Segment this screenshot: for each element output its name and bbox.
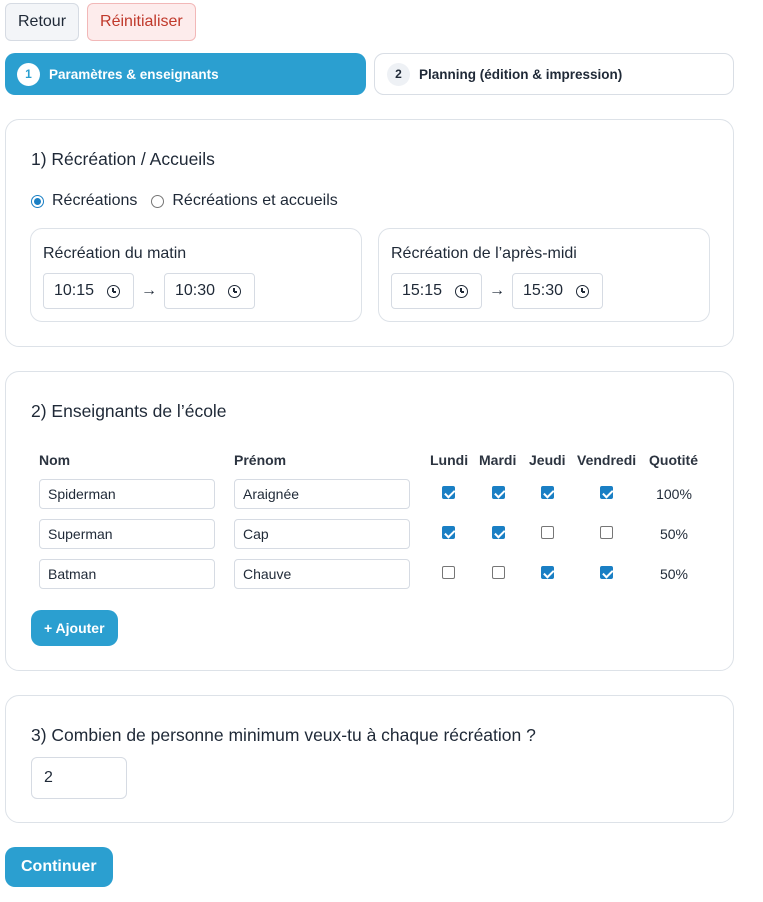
clock-icon[interactable] bbox=[576, 285, 589, 298]
time-range bbox=[391, 273, 603, 309]
time-value: 10:15 bbox=[54, 282, 95, 299]
radio-label: Récréations bbox=[52, 192, 138, 209]
clock-icon[interactable] bbox=[107, 285, 120, 298]
radio-recreations[interactable] bbox=[31, 195, 44, 208]
step-label: Paramètres & enseignants bbox=[49, 66, 219, 82]
toolbar bbox=[5, 3, 196, 41]
time-value: 15:15 bbox=[402, 282, 443, 299]
checkbox-vendredi[interactable] bbox=[600, 486, 613, 499]
nom-input[interactable]: Superman bbox=[39, 519, 215, 549]
section-title: 1) Récréation / Accueils bbox=[31, 149, 215, 169]
radio-recreations-accueils[interactable] bbox=[151, 195, 164, 208]
stepper bbox=[5, 53, 734, 95]
section-title: 3) Combien de personne minimum veux-tu à chaque récréation ? bbox=[31, 725, 536, 745]
arrow-icon: → bbox=[489, 282, 505, 299]
minimum-staff-card bbox=[5, 695, 734, 823]
arrow-icon: → bbox=[141, 282, 157, 299]
prenom-input[interactable]: Araignée bbox=[234, 479, 410, 509]
quotite-value: 50% bbox=[659, 526, 689, 542]
step-number: 2 bbox=[387, 63, 410, 86]
checkbox-mardi[interactable] bbox=[492, 566, 505, 579]
checkbox-jeudi[interactable] bbox=[541, 486, 554, 499]
recreation-card bbox=[5, 119, 734, 347]
checkbox-mardi[interactable] bbox=[492, 526, 505, 539]
prenom-input[interactable]: Chauve bbox=[234, 559, 410, 589]
continue-button[interactable]: Continuer bbox=[5, 847, 113, 887]
afternoon-recess-panel bbox=[378, 228, 710, 322]
step-label: Planning (édition & impression) bbox=[419, 66, 623, 82]
step-planning[interactable] bbox=[374, 53, 734, 95]
prenom-input[interactable]: Cap bbox=[234, 519, 410, 549]
checkbox-jeudi[interactable] bbox=[541, 526, 554, 539]
checkbox-vendredi[interactable] bbox=[600, 526, 613, 539]
step-number: 1 bbox=[17, 63, 40, 86]
checkbox-lundi[interactable] bbox=[442, 486, 455, 499]
column-header-jeudi: Jeudi bbox=[529, 452, 566, 468]
afternoon-start-time-input[interactable] bbox=[391, 273, 482, 309]
column-header-vendredi: Vendredi bbox=[577, 452, 637, 468]
morning-recess-panel bbox=[30, 228, 362, 322]
radio-label: Récréations et accueils bbox=[172, 192, 338, 209]
time-value: 10:30 bbox=[175, 282, 216, 299]
quotite-value: 100% bbox=[656, 486, 692, 502]
nom-input[interactable]: Spiderman bbox=[39, 479, 215, 509]
teachers-card bbox=[5, 371, 734, 671]
checkbox-lundi[interactable] bbox=[442, 566, 455, 579]
checkbox-vendredi[interactable] bbox=[600, 566, 613, 579]
column-header-nom: Nom bbox=[39, 452, 71, 468]
checkbox-mardi[interactable] bbox=[492, 486, 505, 499]
afternoon-end-time-input[interactable] bbox=[512, 273, 603, 309]
time-value: 15:30 bbox=[523, 282, 564, 299]
recreation-mode-group bbox=[31, 192, 352, 210]
add-teacher-button[interactable]: + Ajouter bbox=[31, 610, 118, 646]
minimum-staff-input[interactable]: 2 bbox=[31, 757, 127, 799]
column-header-mardi: Mardi bbox=[479, 452, 517, 468]
morning-start-time-input[interactable] bbox=[43, 273, 134, 309]
clock-icon[interactable] bbox=[455, 285, 468, 298]
clock-icon[interactable] bbox=[228, 285, 241, 298]
step-parametres[interactable] bbox=[5, 53, 366, 95]
back-button[interactable]: Retour bbox=[5, 3, 79, 41]
column-header-quotite: Quotité bbox=[649, 452, 698, 468]
nom-input[interactable]: Batman bbox=[39, 559, 215, 589]
morning-end-time-input[interactable] bbox=[164, 273, 255, 309]
time-range bbox=[43, 273, 255, 309]
panel-title: Récréation du matin bbox=[43, 245, 187, 262]
column-header-lundi: Lundi bbox=[430, 452, 469, 468]
section-title: 2) Enseignants de l’école bbox=[31, 401, 227, 421]
panel-title: Récréation de l’après-midi bbox=[391, 245, 577, 262]
checkbox-jeudi[interactable] bbox=[541, 566, 554, 579]
checkbox-lundi[interactable] bbox=[442, 526, 455, 539]
reset-button[interactable]: Réinitialiser bbox=[87, 3, 196, 41]
column-header-prenom: Prénom bbox=[234, 452, 287, 468]
quotite-value: 50% bbox=[659, 566, 689, 582]
